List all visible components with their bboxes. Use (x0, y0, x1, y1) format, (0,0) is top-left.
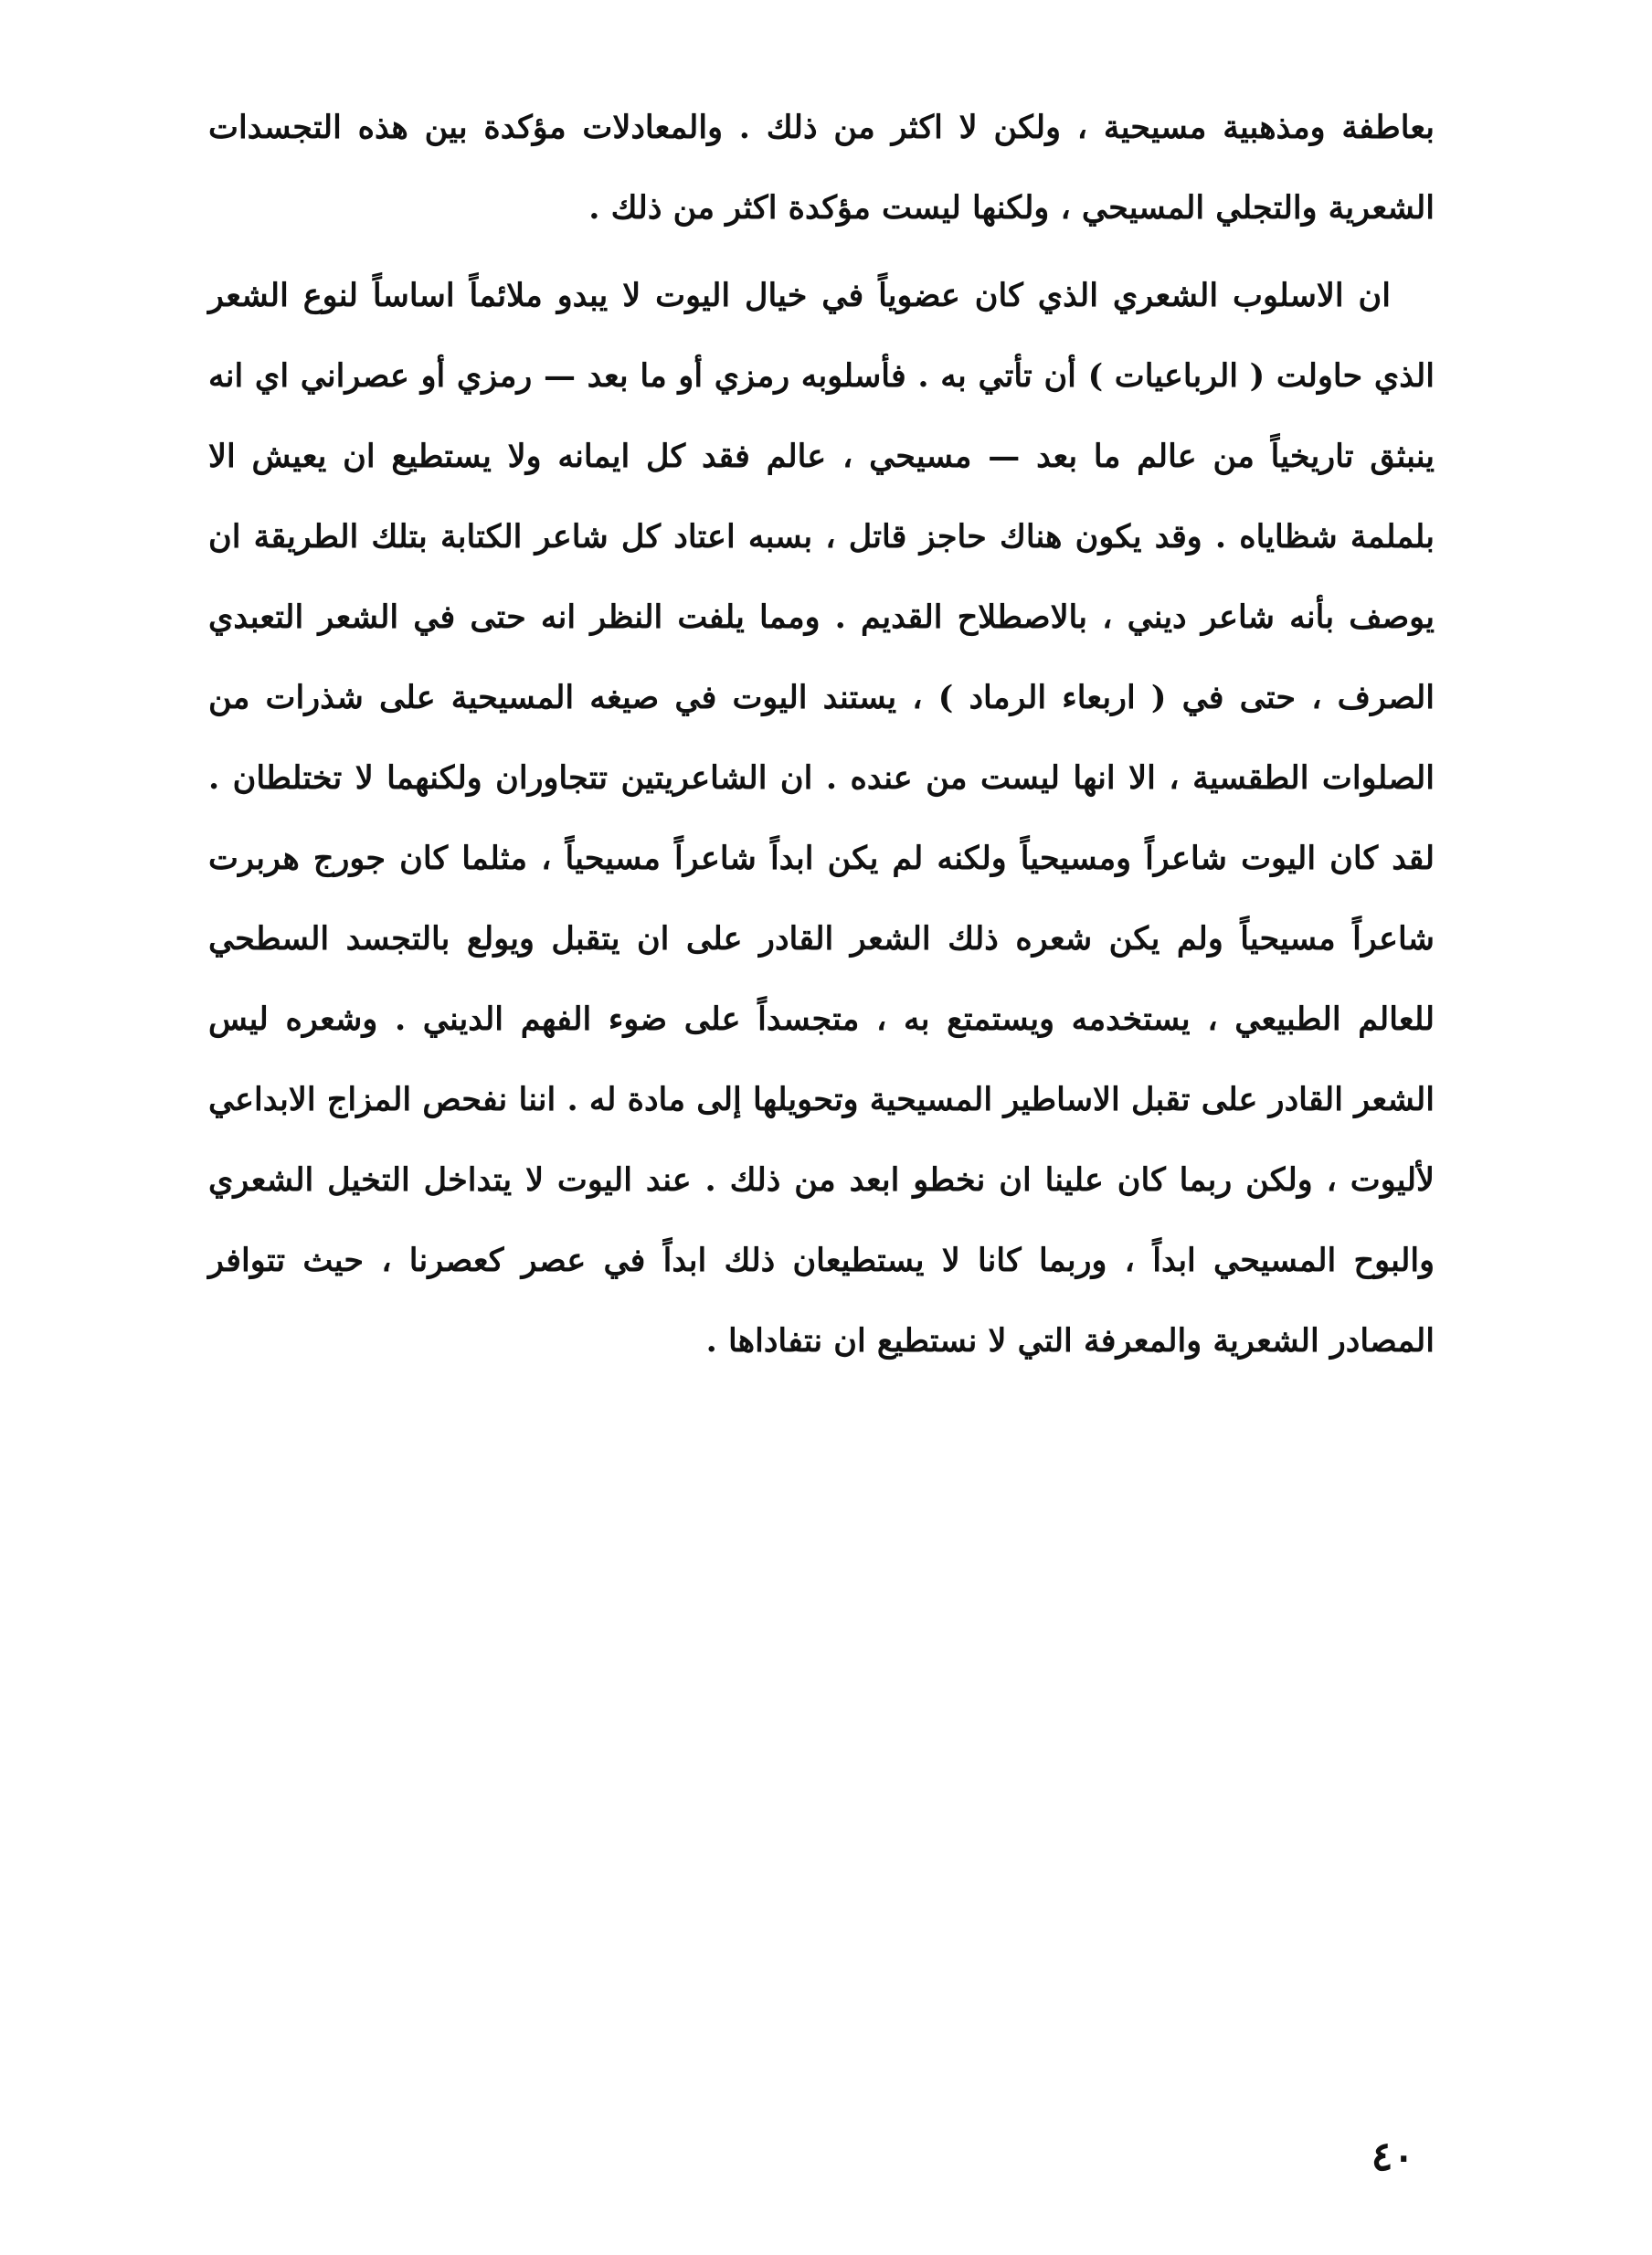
page-number: ٤٠ (1371, 2133, 1414, 2180)
body-text (208, 88, 1435, 1382)
paragraph-2: ان الاسلوب الشعري الذي كان عضوياً في خيال اليوت لا يبدو ملائماً اساساً لنوع الشعر الذي حاولت ( الرباعيات ) أن تأتي به . فأسلوبه رمزي أو ما بعد — رمزي أو عصراني اي انه ينبثق تاريخياً من عالم ما بعد — مسيحي ، عالم فقد كل ايمانه ولا يستطيع ان يعيش الا بلملمة شظاياه . وقد يكون هناك حاجز قاتل ، بسبه اعتاد كل شاعر الكتابة بتلك الطريقة ان يوصف بأنه شاعر ديني ، بالاصطلاح القديم . ومما يلفت النظر انه حتى في الشعر التعبدي الصرف ، حتى في ( اربعاء الرماد ) ، يستند اليوت في صيغه المسيحية على شذرات من الصلوات الطقسية ، الا انها ليست من عنده . ان الشاعريتين تتجاوران ولكنهما لا تختلطان . لقد كان اليوت شاعراً ومسيحياً ولكنه لم يكن ابداً شاعراً مسيحياً ، مثلما كان جورج هربرت شاعراً مسيحياً ولم يكن شعره ذلك الشعر القادر على ان يتقبل ويولع بالتجسد السطحي للعالم الطبيعي ، يستخدمه ويستمتع به ، متجسداً على ضوء الفهم الديني . وشعره ليس الشعر القادر على تقبل الاساطير المسيحية وتحويلها إلى مادة له . اننا نفحص المزاج الابداعي لأليوت ، ولكن ربما كان علينا ان نخطو ابعد من ذلك . عند اليوت لا يتداخل التخيل الشعري والبوح المسيحي ابداً ، وربما كانا لا يستطيعان ذلك ابداً في عصر كعصرنا ، حيث تتوافر المصادر الشعرية والمعرفة التي لا نستطيع ان نتفاداها . (208, 277, 1435, 1360)
paragraph-1: بعاطفة ومذهبية مسيحية ، ولكن لا اكثر من ذلك . والمعادلات مؤكدة بين هذه التجسدات الشعرية والتجلي المسيحي ، ولكنها ليست مؤكدة اكثر من ذلك . (208, 109, 1435, 227)
